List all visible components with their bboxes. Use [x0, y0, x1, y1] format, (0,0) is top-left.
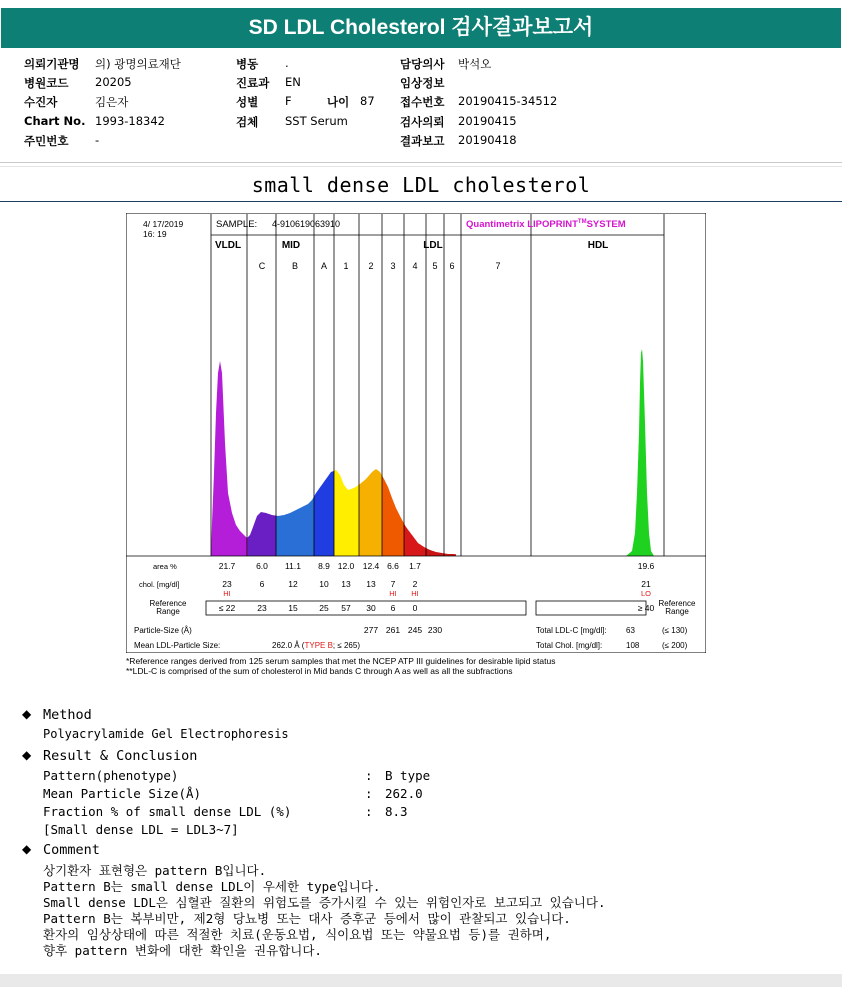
row-label-particle: Particle-Size (Å) [134, 626, 192, 635]
result-label-fraction: Fraction % of small dense LDL (%) [43, 804, 292, 819]
total-ldl-label: Total LDL-C [mg/dl]: [536, 626, 607, 635]
chol-value: 6 [259, 579, 265, 589]
total-chol-label: Total Chol. [mg/dl]: [536, 641, 603, 650]
specimen-value: SST Serum [285, 114, 348, 128]
ref-value: 25 [319, 603, 329, 613]
chol-flag: HI [411, 589, 419, 598]
result-colon: : [365, 768, 373, 783]
row-label-ref-right: Reference Range [658, 599, 696, 616]
footnote-1: *Reference ranges derived from 125 serum samples that met the NCEP ATP III guidelines for desirable lipid status [126, 656, 556, 666]
comment-line: Pattern B는 small dense LDL이 우세한 type입니다. [43, 879, 381, 894]
band-label: 1 [343, 261, 349, 271]
row-label-ref: Reference Range [149, 599, 187, 616]
band-label: A [320, 261, 328, 271]
total-chol-value: 108 [626, 641, 640, 650]
result-colon: : [365, 786, 373, 801]
bottom-scroll-area [0, 974, 842, 987]
section-title: small dense LDL cholesterol [251, 173, 591, 197]
lipoprint-chart [126, 213, 706, 653]
area-value: 6.0 [256, 561, 268, 571]
method-text: Polyacrylamide Gel Electrophoresis [43, 727, 289, 741]
band-label: 6 [449, 261, 455, 271]
band-label: 2 [368, 261, 374, 271]
result-colon: : [365, 804, 373, 819]
group-vldl: VLDL [214, 240, 242, 251]
row-label-area: area % [153, 562, 177, 571]
chol-value: 10 [319, 579, 329, 589]
result-value-size: 262.0 [385, 786, 423, 801]
ward-value: . [285, 56, 289, 70]
lipoprint-svg [126, 213, 706, 653]
age-label: 나이 [327, 95, 350, 109]
particle-size-value: 277 [363, 625, 379, 635]
total-ldl-value: 63 [626, 626, 635, 635]
ref-value: 15 [288, 603, 298, 613]
dept-value: EN [285, 75, 301, 89]
clinical-label: 임상정보 [400, 76, 445, 90]
comment-bullet-icon: ◆ [22, 842, 32, 856]
institution-value: 의) 광명의료재단 [95, 57, 181, 71]
specimen-label: 검체 [236, 115, 259, 129]
area-value: 12.0 [337, 561, 355, 571]
request-value: 20190415 [458, 114, 517, 128]
footnote-2: **LDL-C is comprised of the sum of cholesterol in Mid bands C through A as well as all the subfractions [126, 666, 513, 676]
band-label: B [291, 261, 299, 271]
sex-label: 성별 [236, 95, 259, 109]
chol-value: 13 [366, 579, 376, 589]
ref-value: 0 [412, 603, 418, 613]
hospital-code-label: 병원코드 [24, 76, 69, 90]
result-value-pattern: B type [385, 768, 431, 783]
result-note: [Small dense LDL = LDL3~7] [43, 822, 239, 837]
ref-value: ≥ 40 [637, 603, 655, 613]
ref-value: 57 [341, 603, 351, 613]
brand-tm: TM [577, 219, 587, 225]
area-value: 6.6 [387, 561, 399, 571]
comment-line: 환자의 임상상태에 따른 적절한 치료(운동요법, 식이요법 또는 약물요법 등)를 권하며, [43, 927, 552, 942]
divider [0, 162, 842, 163]
band-label: 7 [495, 261, 501, 271]
brand-main: Quantimetrix LIPOPRINT [466, 219, 578, 230]
area-value: 12.4 [362, 561, 380, 571]
doctor-label: 담당의사 [400, 57, 445, 71]
band-label: 3 [390, 261, 396, 271]
chol-flag: LO [640, 589, 652, 598]
comment-line: 상기환자 표현형은 pattern B입니다. [43, 863, 267, 878]
chart-no-value: 1993-18342 [95, 114, 165, 128]
chol-value: 2 [412, 579, 418, 589]
band-label: 4 [412, 261, 418, 271]
brand-name [466, 219, 626, 230]
chol-flag: HI [389, 589, 397, 598]
comment-line: Small dense LDL은 심혈관 질환의 위험도를 증가시킬 수 있는 위험인자로 보고되고 있습니다. [43, 895, 606, 910]
area-value: 21.7 [218, 561, 236, 571]
receipt-label: 접수번호 [400, 95, 445, 109]
group-ldl: LDL [423, 240, 443, 251]
area-value: 11.1 [285, 561, 301, 571]
dept-label: 진료과 [236, 76, 270, 90]
total-ldl-ref: (≤ 130) [662, 626, 688, 635]
comment-heading: Comment [43, 842, 100, 858]
chart-no-label: Chart No. [24, 114, 86, 128]
report-value: 20190418 [458, 133, 517, 147]
divider [0, 166, 842, 167]
band-label: C [258, 261, 266, 271]
institution-label: 의뢰기관명 [24, 57, 80, 71]
patient-label: 수진자 [24, 95, 58, 109]
total-chol-ref: (≤ 200) [662, 641, 688, 650]
area-value: 8.9 [318, 561, 330, 571]
comment-line: 향후 pattern 변화에 대한 확인을 권유합니다. [43, 943, 322, 958]
ref-value: ≤ 22 [218, 603, 236, 613]
patient-info [0, 56, 842, 158]
ssn-value: - [95, 133, 100, 147]
chol-value: 21 [641, 579, 651, 589]
result-heading: Result & Conclusion [43, 748, 198, 764]
sex-value: F [285, 94, 292, 108]
group-hdl: HDL [587, 240, 609, 251]
peak-ldl-2 [359, 469, 382, 556]
sample-id: 4-910619063910 [272, 219, 341, 229]
particle-size-value: 245 [407, 625, 423, 635]
receipt-value: 20190415-34512 [458, 94, 558, 108]
request-label: 검사의뢰 [400, 115, 445, 129]
result-bullet-icon: ◆ [22, 748, 32, 762]
area-value: 19.6 [637, 561, 655, 571]
group-mid: MID [281, 240, 301, 251]
age-value: 87 [360, 94, 375, 108]
mean-label: Mean LDL-Particle Size: [134, 641, 221, 650]
area-value: 1.7 [409, 561, 421, 571]
particle-size-value: 230 [427, 625, 443, 635]
sample-label: SAMPLE: [216, 219, 258, 230]
chol-value: 7 [390, 579, 396, 589]
method-bullet-icon: ◆ [22, 707, 32, 721]
chol-value: 12 [288, 579, 298, 589]
particle-size-value: 261 [385, 625, 401, 635]
report-label: 결과보고 [400, 134, 445, 148]
method-heading: Method [43, 707, 92, 723]
hospital-code-value: 20205 [95, 75, 132, 89]
result-label-pattern: Pattern(phenotype) [43, 768, 179, 783]
chol-value: 23 [222, 579, 232, 589]
doctor-value: 박석오 [458, 57, 492, 71]
chart-date: 4/ 17/2019 [143, 219, 184, 229]
mean-value: 262.0 Å (TYPE B; ≤ 265) [272, 641, 360, 650]
ref-value: 30 [366, 603, 376, 613]
band-label: 5 [432, 261, 438, 271]
row-label-chol: chol. [mg/dl] [139, 580, 180, 589]
chol-flag: HI [223, 589, 231, 598]
patient-value: 김은자 [95, 95, 129, 109]
ref-value: 6 [390, 603, 396, 613]
result-label-size: Mean Particle Size(Å) [43, 786, 202, 801]
comment-line: Pattern B는 복부비만, 제2형 당뇨병 또는 대사 증후군 등에서 많이 관찰되고 있습니다. [43, 911, 571, 926]
chol-value: 13 [341, 579, 351, 589]
brand-system: SYSTEM [586, 219, 626, 230]
report-title: SD LDL Cholesterol 검사결과보고서 [1, 8, 841, 48]
ward-label: 병동 [236, 57, 259, 71]
ssn-label: 주민번호 [24, 134, 69, 148]
chart-time: 16: 19 [143, 229, 167, 239]
ref-value: 23 [257, 603, 267, 613]
divider [0, 201, 842, 202]
result-value-fraction: 8.3 [385, 804, 408, 819]
